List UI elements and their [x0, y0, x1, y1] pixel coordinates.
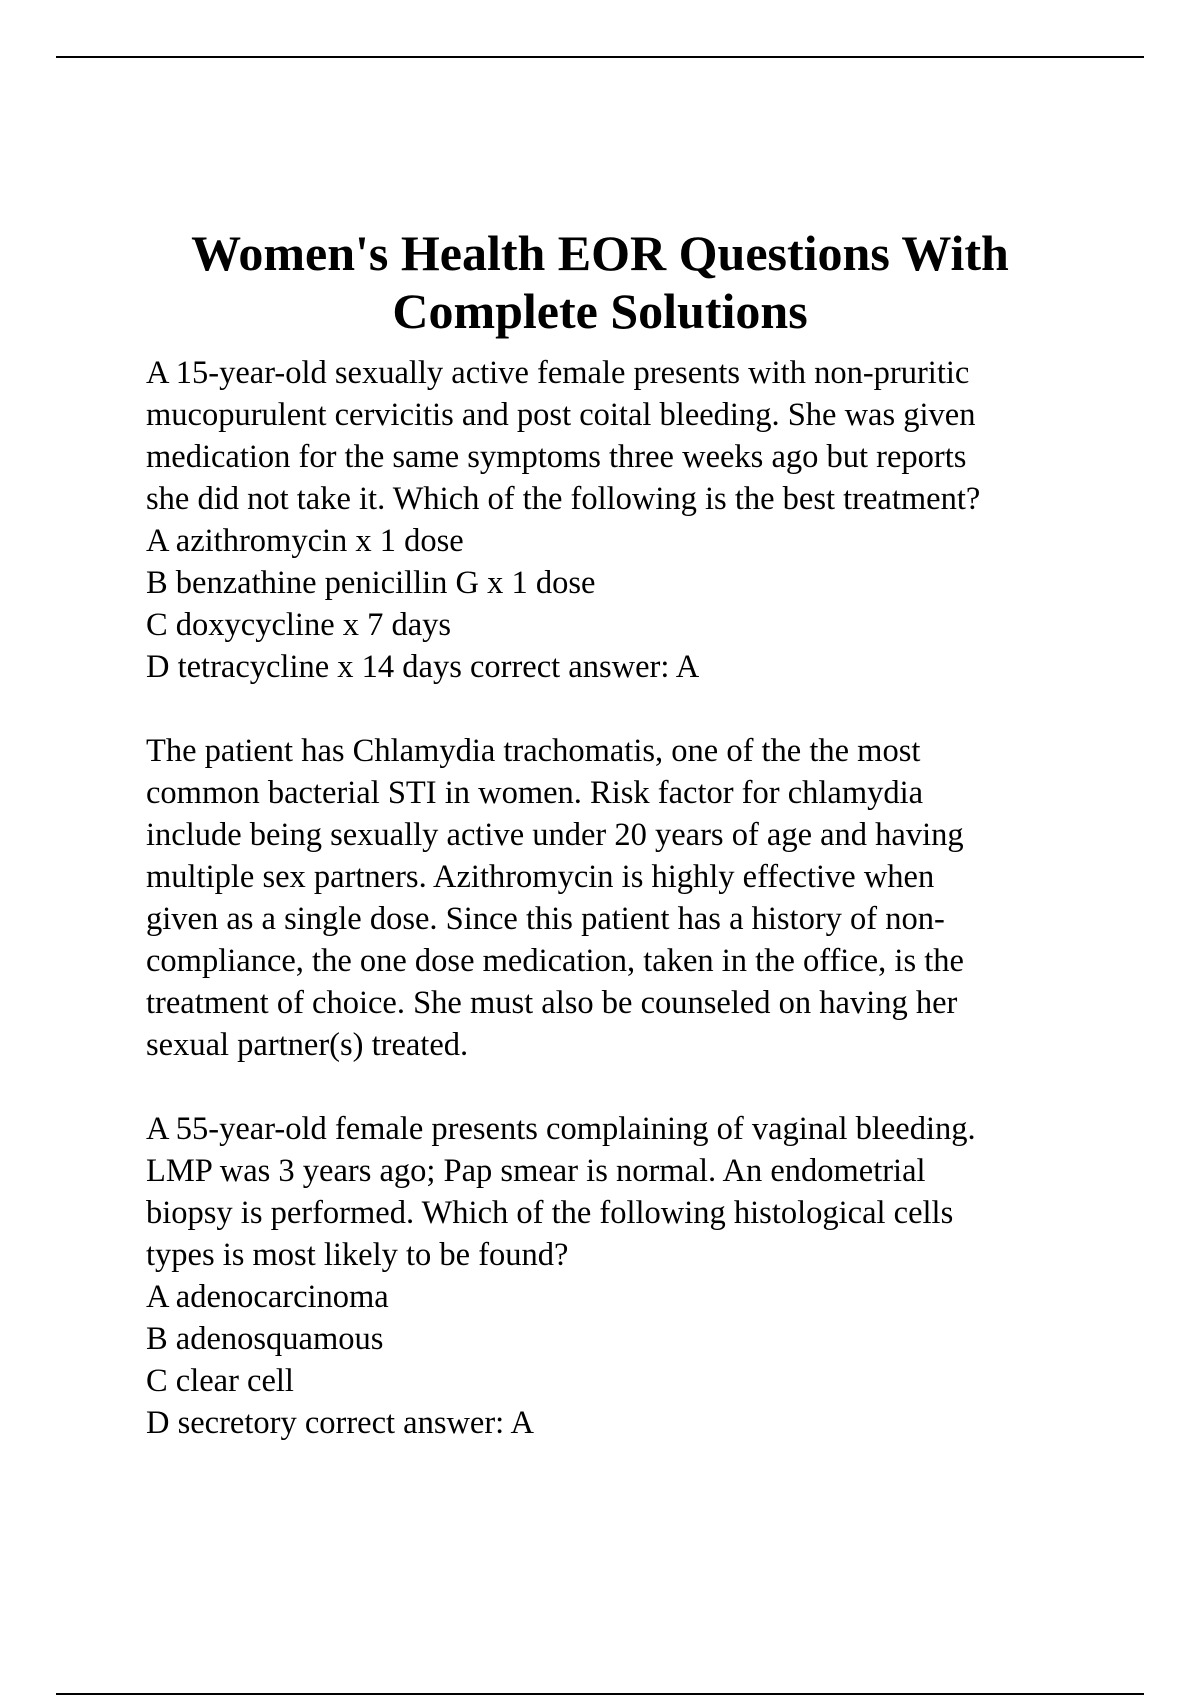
explanation-line: given as a single dose. Since this patient has a history of non-	[146, 901, 945, 937]
page-title	[60, 224, 1140, 340]
question-1-stem-line: mucopurulent cervicitis and post coital bleeding. She was given	[146, 397, 976, 433]
bottom-rule	[56, 1693, 1144, 1695]
question-1-stem-line: medication for the same symptoms three weeks ago but reports	[146, 439, 967, 475]
explanation-line: The patient has Chlamydia trachomatis, one of the the most	[146, 733, 921, 769]
question-2-stem-line: biopsy is performed. Which of the following histological cells	[146, 1195, 954, 1231]
question-1-stem-line: she did not take it. Which of the following is the best treatment?	[146, 481, 981, 517]
question-1-stem-line: A 15-year-old sexually active female presents with non-pruritic	[146, 355, 970, 391]
document-body	[146, 352, 1106, 1486]
explanation-line: include being sexually active under 20 years of age and having	[146, 817, 964, 853]
title-line-1: Women's Health EOR Questions With	[191, 224, 1009, 281]
explanation-line: compliance, the one dose medication, taken in the office, is the	[146, 943, 964, 979]
question-2-stem-line: types is most likely to be found?	[146, 1237, 569, 1273]
question-2-option-b: B adenosquamous	[146, 1321, 384, 1357]
question-1-option-a: A azithromycin x 1 dose	[146, 523, 464, 559]
explanation-line: multiple sex partners. Azithromycin is highly effective when	[146, 859, 935, 895]
question-2-stem-line: A 55-year-old female presents complaining of vaginal bleeding.	[146, 1111, 976, 1147]
question-1	[146, 352, 1106, 688]
question-2-stem-line: LMP was 3 years ago; Pap smear is normal. An endometrial	[146, 1153, 926, 1189]
question-2-option-d: D secretory correct answer: A	[146, 1405, 535, 1441]
question-2-option-a: A adenocarcinoma	[146, 1279, 389, 1315]
explanation-line: common bacterial STI in women. Risk factor for chlamydia	[146, 775, 924, 811]
top-rule	[56, 56, 1144, 58]
question-2	[146, 1108, 1106, 1444]
question-1-option-b: B benzathine penicillin G x 1 dose	[146, 565, 596, 601]
title-line-2: Complete Solutions	[392, 282, 808, 339]
explanation-line: sexual partner(s) treated.	[146, 1027, 469, 1063]
explanation-1	[146, 730, 1106, 1066]
question-1-option-c: C doxycycline x 7 days	[146, 607, 452, 643]
question-1-option-d: D tetracycline x 14 days correct answer: A	[146, 649, 700, 685]
question-2-option-c: C clear cell	[146, 1363, 294, 1399]
explanation-line: treatment of choice. She must also be counseled on having her	[146, 985, 958, 1021]
